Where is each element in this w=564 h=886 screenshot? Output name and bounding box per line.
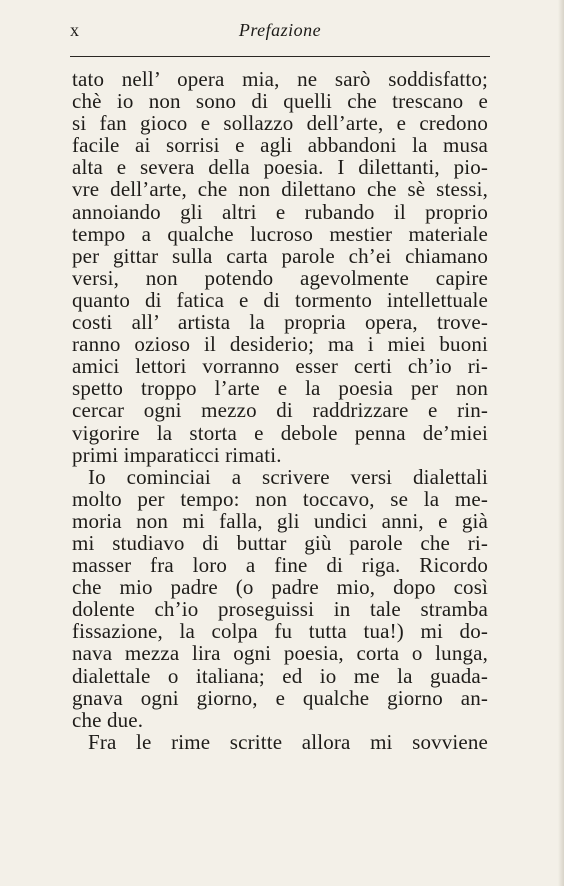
text-line: tato nell’ opera mia, ne sarò soddisfatto;: [72, 67, 488, 91]
text-line: versi, non potendo agevolmente capire: [72, 265, 488, 290]
header-rule: [70, 56, 490, 57]
text-line: primi imparaticci rimati.: [72, 442, 282, 467]
text-line: spetto troppo l’arte e la poesia per non: [72, 376, 488, 401]
text-line: si fan gioco e sollazzo dell’arte, e credono: [72, 111, 488, 136]
text-line: dolente ch’io proseguissi in tale stramba: [72, 597, 488, 622]
text-line: che mio padre (o padre mio, dopo così: [72, 575, 488, 600]
text-line: dialettale o italiana; ed io me la guada-: [72, 663, 488, 688]
text-line: annoiando gli altri e rubando il proprio: [72, 199, 488, 224]
text-line: Fra le rime scritte allora mi sovviene: [88, 729, 488, 754]
text-line: gnava ogni giorno, e qualche giorno an-: [72, 685, 488, 710]
body-text: [72, 68, 488, 753]
text-line: Io cominciai a scrivere versi dialettali: [88, 464, 488, 489]
text-line: vre dell’arte, che non dilettano che sè stessi,: [72, 177, 488, 202]
text-line: moria non mi falla, gli undici anni, e già: [72, 508, 488, 533]
text-line: che due.: [72, 707, 144, 732]
text-line: per gittar sulla carta parole ch’ei chiamano: [72, 243, 488, 268]
text-line: costi all’ artista la propria opera, trove-: [72, 310, 488, 335]
running-title: Prefazione: [238, 20, 322, 40]
text-line: molto per tempo: non toccavo, se la me-: [72, 486, 488, 511]
text-line: cercar ogni mezzo di raddrizzare e rin-: [72, 398, 488, 423]
page-header: [70, 20, 490, 46]
text-line: quanto di fatica e di tormento intellettuale: [72, 287, 488, 312]
text-line: chè io non sono di quelli che trescano e: [72, 89, 488, 114]
page-number: x: [70, 20, 80, 40]
text-line: mi studiavo di buttar giù parole che ri-: [72, 530, 488, 555]
text-line: ranno ozioso il desiderio; ma i miei buoni: [72, 332, 488, 357]
text-line: amici lettori vorranno esser certi ch’io ri-: [72, 354, 488, 379]
text-line: fissazione, la colpa fu tutta tua!) mi do-: [72, 619, 488, 644]
text-line: facile ai sorrisi e agli abbandoni la musa: [72, 133, 488, 158]
text-line: alta e severa della poesia. I dilettanti, pio-: [72, 155, 488, 180]
page-edge: [558, 0, 564, 886]
text-line: tempo a qualche lucroso mestier materiale: [72, 221, 488, 246]
text-line: vigorire la storta e debole penna de’miei: [72, 420, 488, 445]
text-line: nava mezza lira ogni poesia, corta o lunga,: [72, 641, 488, 666]
text-line: masser fra loro a fine di riga. Ricordo: [72, 553, 488, 578]
